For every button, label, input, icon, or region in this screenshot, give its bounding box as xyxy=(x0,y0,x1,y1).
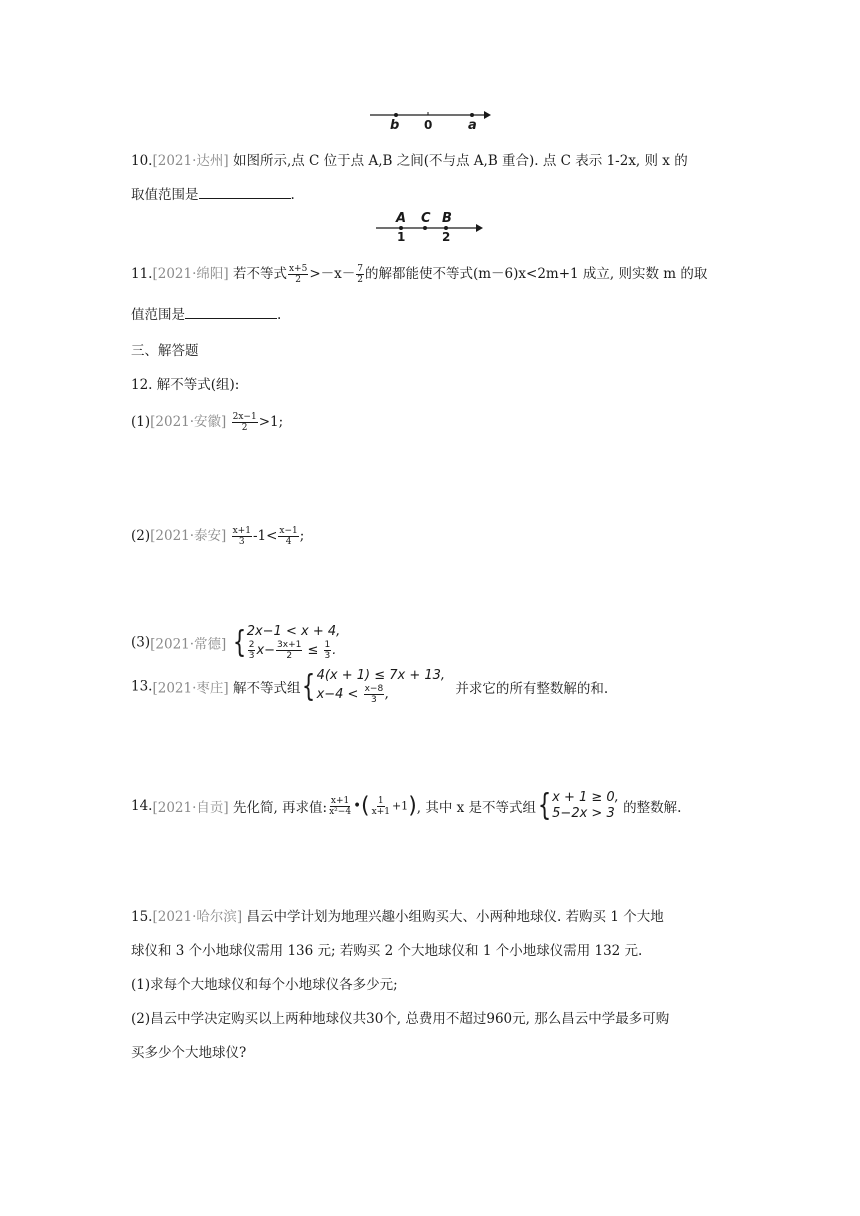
q13-row2: x−4 < $\frac{x-8}{3}$ , xyxy=(316,684,390,705)
q12-p3-row2: $\frac{2}{3}$ x− $\frac{3x+1}{2}$ ≤ $\frac{1}{3}$ . xyxy=(248,640,337,661)
q10-text-pre: 取值范围是 xyxy=(131,187,199,203)
q12-p2-post: ; xyxy=(299,528,305,544)
q12-p2-fraction-1: $\frac{x+1}{3}$ xyxy=(232,526,251,547)
q13-row1: 4(x + 1) ≤ 7x + 13, xyxy=(316,668,446,683)
q11-text-post2: . xyxy=(277,307,282,323)
label-A: A xyxy=(396,211,407,226)
q13-system xyxy=(317,668,446,705)
q11-text-mid: >－x－ xyxy=(309,266,356,282)
q14-paren-close: ) xyxy=(408,793,417,819)
q12-p1-label: (1) xyxy=(131,414,151,430)
q12-p1-post: >1; xyxy=(258,414,284,430)
q12-p1-fraction: $\frac{2x-1}{2}$ xyxy=(232,412,257,433)
q12-p3-label: (3) xyxy=(131,634,151,651)
q10-line1 xyxy=(131,149,688,169)
q14-text-mid: , 其中 x 是不等式组 xyxy=(416,800,537,816)
q10-text: 如图所示,点 C 位于点 A,B 之间(不与点 A,B 重合). 点 C 表示 1-2x, 则 x 的 xyxy=(232,153,688,169)
q11-line1 xyxy=(131,262,707,285)
label-C: C xyxy=(421,211,431,226)
q14-paren-open: ( xyxy=(361,793,370,819)
q15-sub2-line2: 买多少个大地球仪? xyxy=(131,1045,247,1061)
label-b: b xyxy=(390,118,400,133)
q10-answer-blank[interactable] xyxy=(199,186,291,199)
q11-fraction-1: $\frac{x+5}{2}$ xyxy=(288,264,308,285)
q14-brace: { xyxy=(537,788,552,823)
q14-source: [2021·自贡] xyxy=(152,800,229,816)
q11-number: 11. xyxy=(131,266,153,282)
q14-dot: • xyxy=(353,798,362,814)
q15-text-line1: 昌云中学计划为地理兴趣小组购买大、小两种地球仪. 若购买 1 个大地 xyxy=(246,909,664,925)
q14-text-pre: 先化简, 再求值: xyxy=(232,800,328,816)
q11-text-pre2: 值范围是 xyxy=(131,307,185,323)
q10-source: [2021·达州] xyxy=(152,153,229,169)
label-a: a xyxy=(468,118,477,133)
q12-p2-source: [2021·泰安] xyxy=(150,528,227,544)
q12-p2-fraction-2: $\frac{x-1}{4}$ xyxy=(279,526,298,547)
q10-number: 10. xyxy=(131,153,153,169)
q12-p2-label: (2) xyxy=(131,528,151,544)
label-1: 1 xyxy=(397,230,406,244)
q11-source: [2021·绵阳] xyxy=(152,266,229,282)
label-B: B xyxy=(442,211,452,226)
q11-line2 xyxy=(131,303,281,323)
q14-fraction-1: $\frac{x+1}{\text{x²−4}}$ xyxy=(329,795,352,817)
q14-text-post: 的整数解. xyxy=(623,800,682,816)
q15-line2: 球仪和 3 个小地球仪需用 136 元; 若购买 2 个大地球仪和 1 个小地球仪需用 132 元. xyxy=(131,943,643,959)
q12-part2 xyxy=(131,524,304,547)
label-2: 2 xyxy=(442,230,451,244)
q13-text-post: 并求它的所有整数解的和. xyxy=(455,680,609,697)
q12-p3-system xyxy=(247,624,341,661)
q13-source: [2021·枣庄] xyxy=(152,680,229,697)
q14-number: 14. xyxy=(131,798,153,814)
q10-line2 xyxy=(131,183,295,203)
section-title: 三、解答题 xyxy=(131,343,199,359)
q15-source: [2021·哈尔滨] xyxy=(152,909,243,925)
label-0: 0 xyxy=(424,118,433,132)
q12-p3-source: [2021·常德] xyxy=(150,636,227,653)
q12-title: 12. 解不等式(组): xyxy=(131,377,240,393)
q14-fraction-2: $\frac{1}{x+1}$ xyxy=(371,795,390,817)
q13-text-pre: 解不等式组 xyxy=(232,680,301,697)
q15-number: 15. xyxy=(131,909,153,925)
q10-text-post: . xyxy=(290,187,295,203)
q11-text-post: 的解都能使不等式(m－6)x<2m+1 成立, 则实数 m 的取 xyxy=(364,266,708,282)
q14-row2: 5−2x > 3 xyxy=(552,806,615,821)
q12-p3-brace: { xyxy=(232,624,246,660)
q11-fraction-2: $\frac{7}{2}$ xyxy=(357,264,363,285)
q11-answer-blank[interactable] xyxy=(185,306,277,319)
q15-line1 xyxy=(131,905,664,925)
q14-system xyxy=(552,790,619,822)
q12-p3-row1: 2x−1 < x + 4, xyxy=(246,624,341,639)
q14 xyxy=(131,790,681,822)
q13 xyxy=(131,668,608,705)
q14-row1: x + 1 ≥ 0, xyxy=(552,790,619,805)
q14-plus-one: +1 xyxy=(391,799,409,813)
q12-part1 xyxy=(131,410,283,433)
q13-brace: { xyxy=(302,668,316,704)
q13-number: 13. xyxy=(131,678,153,695)
q12-p2-mid: -1< xyxy=(252,528,278,544)
q12-part3 xyxy=(131,624,340,661)
q15-sub1: (1)求每个大地球仪和每个小地球仪各多少元; xyxy=(131,977,398,993)
q12-p1-source: [2021·安徽] xyxy=(150,414,227,430)
q11-text-pre: 若不等式 xyxy=(232,266,287,282)
q15-sub2-line1: (2)昌云中学决定购买以上两种地球仪共30个, 总费用不超过960元, 那么昌云中学最多可购 xyxy=(131,1011,670,1027)
